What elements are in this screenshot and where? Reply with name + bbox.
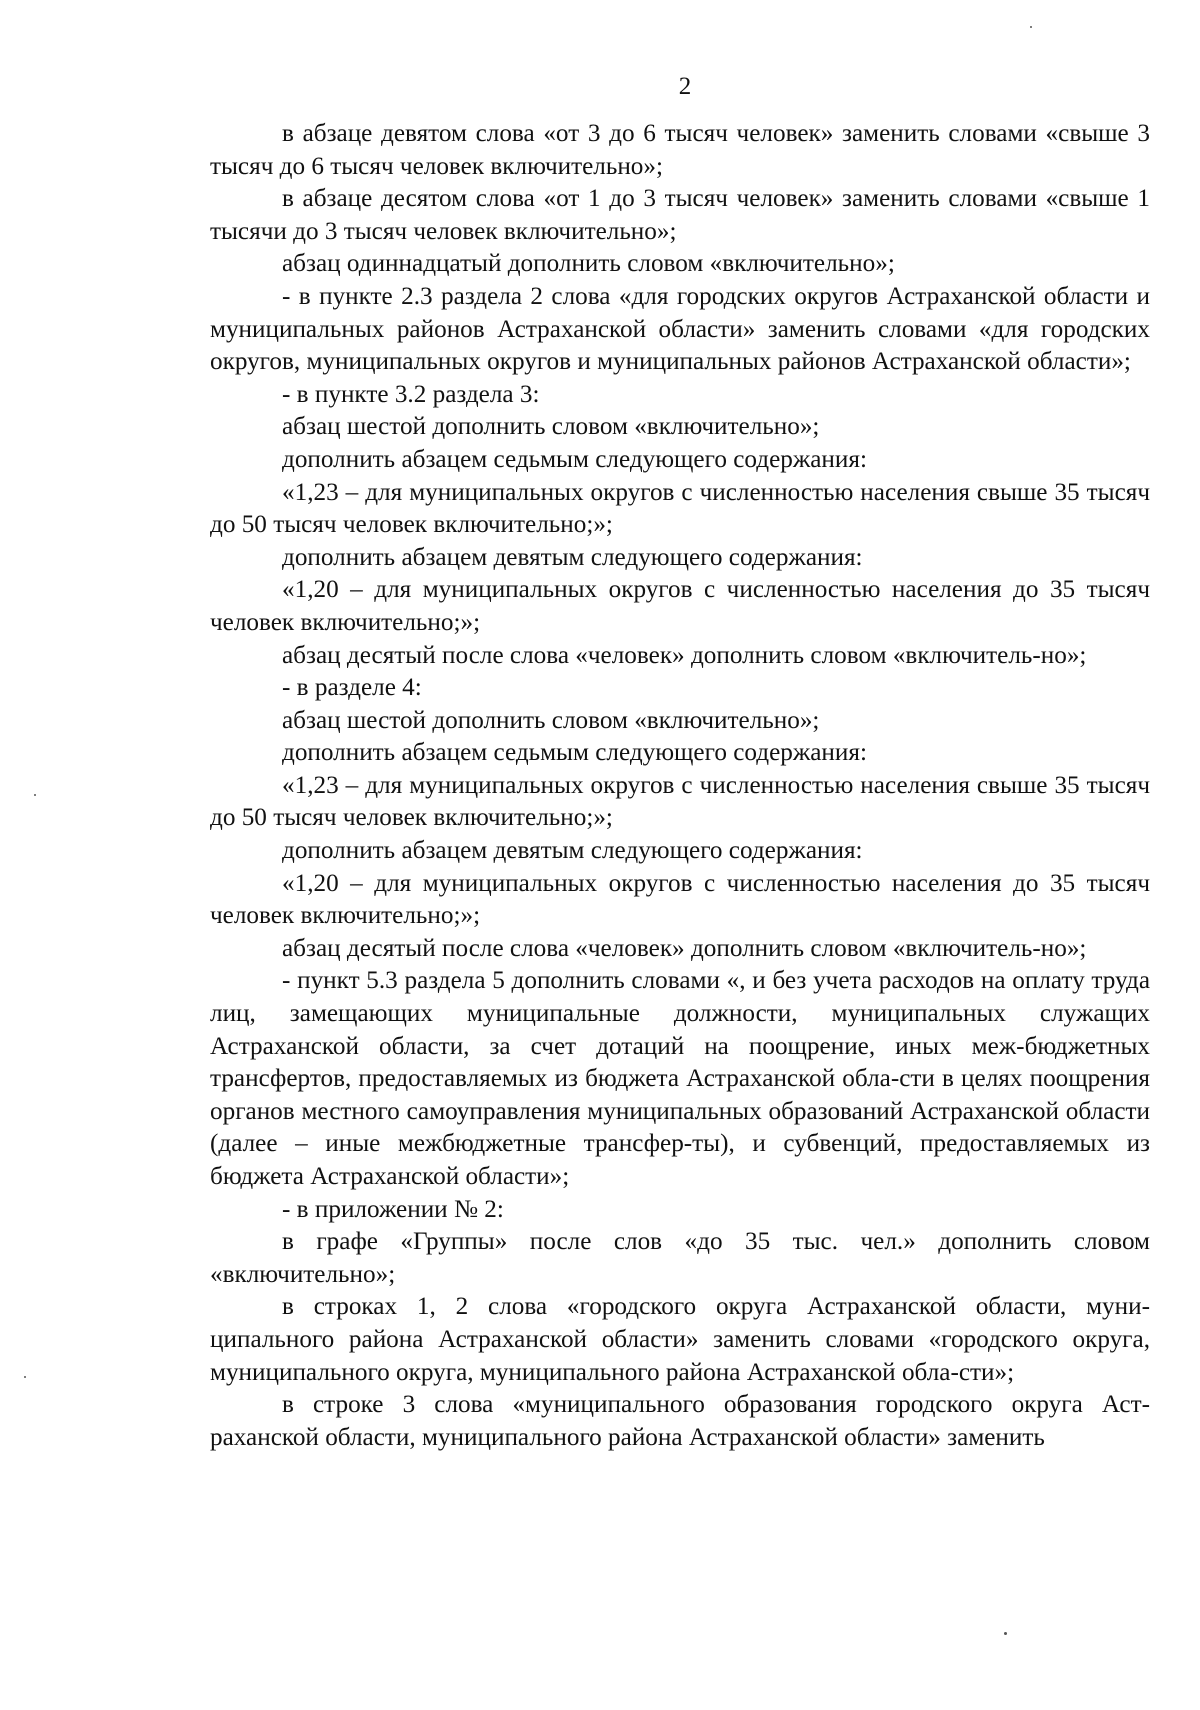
paragraph: в строке 3 слова «муниципального образования городского округа Аст-раханской области, муниципального района Астраханской области» заменить <box>210 1391 1150 1451</box>
scan-speck <box>24 1376 26 1378</box>
paragraph: «1,20 – для муниципальных округов с численностью населения до 35 тысяч человек включительно;»; <box>210 869 1150 930</box>
scan-speck <box>34 794 36 796</box>
scan-speck <box>1004 1632 1007 1635</box>
paragraph: «1,20 – для муниципальных округов с численностью населения до 35 тысяч человек включительно;»; <box>210 576 1150 636</box>
document-body <box>210 118 1150 1454</box>
paragraph: абзац шестой дополнить словом «включительно»; <box>282 706 820 734</box>
paragraph: в абзаце девятом слова «от 3 до 6 тысяч человек» заменить словами «свыше 3 тысяч до 6 тысяч человек включительно»; <box>210 120 1150 180</box>
paragraph: «1,23 – для муниципальных округов с численностью населения свыше 35 тысяч до 50 тысяч человек включительно;»; <box>210 771 1150 832</box>
paragraph: абзац одиннадцатый дополнить словом «включительно»; <box>282 250 895 278</box>
paragraph: дополнить абзацем седьмым следующего содержания: <box>282 739 867 767</box>
paragraph: в абзаце десятом слова «от 1 до 3 тысяч человек» заменить словами «свыше 1 тысячи до 3 тысяч человек включительно»; <box>210 185 1150 245</box>
paragraph: дополнить абзацем девятым следующего содержания: <box>282 837 863 865</box>
scan-speck <box>1030 26 1032 28</box>
paragraph: - пункт 5.3 раздела 5 дополнить словами «, и без учета расходов на оплату труда лиц, замещающих муниципальные должности, муниципальных служащих Астраханской области, за счет дотаций на поощрение, иных меж-бюджетных трансфертов, предоставляемых из бюджета Астраханской обла-сти в целях поощрения органов местного самоуправления муниципальных образований Астраханской области (далее – иные межбюджетные трансфер-ты), и субвенций, предоставляемых из бюджета Астраханской области»; <box>210 967 1150 1190</box>
paragraph: - в пункте 3.2 раздела 3: <box>282 380 540 408</box>
paragraph: «1,23 – для муниципальных округов с численностью населения свыше 35 тысяч до 50 тысяч человек включительно;»; <box>210 478 1150 539</box>
paragraph: абзац шестой дополнить словом «включительно»; <box>282 413 820 441</box>
paragraph: абзац десятый после слова «человек» дополнить словом «включитель-но»; <box>282 641 1087 669</box>
paragraph: в строках 1, 2 слова «городского округа Астраханской области, муни-ципального района Астраханской области» заменить словами «городского округа, муниципального округа, муниципального района Астраханской обла-сти»; <box>210 1293 1150 1386</box>
paragraph: - в пункте 2.3 раздела 2 слова «для городских округов Астраханской области и муниципальных районов Астраханской области» заменить словами «для городских округов, муниципальных округов и муниципальных районов Астраханской области»; <box>210 282 1150 376</box>
paragraph: - в приложении № 2: <box>282 1195 504 1223</box>
paragraph: дополнить абзацем седьмым следующего содержания: <box>282 445 867 473</box>
paragraph: абзац десятый после слова «человек» дополнить словом «включитель-но»; <box>282 934 1087 962</box>
paragraph: дополнить абзацем девятым следующего содержания: <box>282 543 863 571</box>
paragraph: в графе «Группы» после слов «до 35 тыс. чел.» дополнить словом «включительно»; <box>210 1228 1150 1288</box>
page-number: 2 <box>678 73 692 100</box>
paragraph: - в разделе 4: <box>282 674 422 702</box>
